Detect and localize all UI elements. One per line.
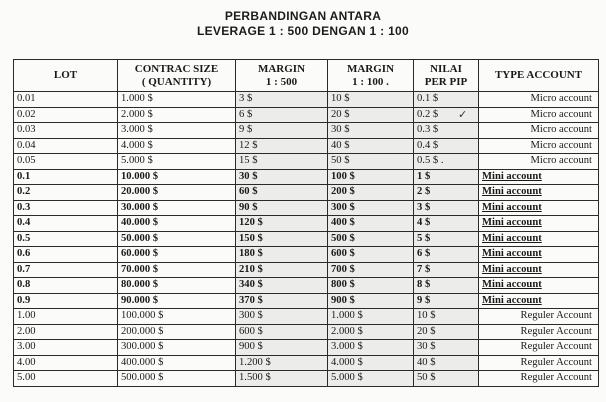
table-row xyxy=(14,293,599,309)
cell-account-type: Reguler Account xyxy=(479,340,599,356)
cell-account-type: Mini account xyxy=(479,231,599,247)
cell-contract-size: 90.000 $ xyxy=(118,293,236,309)
table-row xyxy=(14,107,599,123)
table-row xyxy=(14,200,599,216)
cell-lot: 5.00 xyxy=(14,371,118,387)
cell-margin-100: 5.000 $ xyxy=(328,371,414,387)
cell-account-type: Reguler Account xyxy=(479,371,599,387)
cell-pip-value: 9 $ xyxy=(414,293,479,309)
table-row xyxy=(14,371,599,387)
cell-lot: 0.1 xyxy=(14,169,118,185)
cell-contract-size: 50.000 $ xyxy=(118,231,236,247)
cell-contract-size: 500.000 $ xyxy=(118,371,236,387)
cell-pip-value: 3 $ xyxy=(414,200,479,216)
cell-contract-size: 5.000 $ xyxy=(118,154,236,170)
cell-pip-value: 20 $ xyxy=(414,324,479,340)
cell-lot: 0.2 xyxy=(14,185,118,201)
cell-lot: 0.01 xyxy=(14,92,118,108)
cell-pip-value: 50 $ xyxy=(414,371,479,387)
table-row xyxy=(14,355,599,371)
table-row xyxy=(14,123,599,139)
cell-pip-value: 2 $ xyxy=(414,185,479,201)
cell-pip-value: 6 $ xyxy=(414,247,479,263)
cell-account-type: Mini account xyxy=(479,216,599,232)
cell-account-type: Micro account xyxy=(479,123,599,139)
cell-contract-size: 4.000 $ xyxy=(118,138,236,154)
table-row xyxy=(14,216,599,232)
cell-margin-100: 30 $ xyxy=(328,123,414,139)
cell-contract-size: 200.000 $ xyxy=(118,324,236,340)
table-row xyxy=(14,247,599,263)
cell-lot: 2.00 xyxy=(14,324,118,340)
cell-account-type: Micro account xyxy=(479,107,599,123)
cell-account-type: Micro account xyxy=(479,138,599,154)
cell-margin-100: 500 $ xyxy=(328,231,414,247)
header-margin-500: MARGIN 1 : 500 xyxy=(236,60,328,92)
cell-margin-500: 9 $ xyxy=(236,123,328,139)
cell-contract-size: 10.000 $ xyxy=(118,169,236,185)
cell-margin-500: 12 $ xyxy=(236,138,328,154)
table-row xyxy=(14,154,599,170)
cell-account-type: Reguler Account xyxy=(479,355,599,371)
cell-account-type: Mini account xyxy=(479,293,599,309)
cell-account-type: Mini account xyxy=(479,247,599,263)
cell-account-type: Mini account xyxy=(479,200,599,216)
header-pip-value: NILAI PER PIP xyxy=(414,60,479,92)
table-row xyxy=(14,231,599,247)
cell-contract-size: 30.000 $ xyxy=(118,200,236,216)
cell-margin-100: 200 $ xyxy=(328,185,414,201)
cell-account-type: Reguler Account xyxy=(479,324,599,340)
cell-margin-500: 15 $ xyxy=(236,154,328,170)
cell-account-type: Mini account xyxy=(479,185,599,201)
cell-margin-500: 300 $ xyxy=(236,309,328,325)
cell-margin-500: 90 $ xyxy=(236,200,328,216)
cell-pip-value: 8 $ xyxy=(414,278,479,294)
cell-pip-value: 0.5 $ . xyxy=(414,154,479,170)
cell-contract-size: 70.000 $ xyxy=(118,262,236,278)
cell-pip-value: 10 $ xyxy=(414,309,479,325)
cell-pip-value: 1 $ xyxy=(414,169,479,185)
cell-margin-500: 60 $ xyxy=(236,185,328,201)
cell-lot: 0.3 xyxy=(14,200,118,216)
cell-margin-100: 10 $ xyxy=(328,92,414,108)
cell-pip-value: 5 $ xyxy=(414,231,479,247)
table-row xyxy=(14,324,599,340)
cell-margin-500: 3 $ xyxy=(236,92,328,108)
table-header-row xyxy=(14,60,599,92)
cell-contract-size: 20.000 $ xyxy=(118,185,236,201)
cell-lot: 4.00 xyxy=(14,355,118,371)
cell-pip-value: 4 $ xyxy=(414,216,479,232)
cell-margin-100: 600 $ xyxy=(328,247,414,263)
cell-lot: 0.04 xyxy=(14,138,118,154)
table-row xyxy=(14,278,599,294)
cell-pip-value: 0.4 $ xyxy=(414,138,479,154)
cell-contract-size: 400.000 $ xyxy=(118,355,236,371)
cell-account-type: Mini account xyxy=(479,169,599,185)
cell-margin-100: 100 $ xyxy=(328,169,414,185)
header-margin-100: MARGIN 1 : 100 . xyxy=(328,60,414,92)
header-contract-size: CONTRAC SIZE ( QUANTITY) xyxy=(118,60,236,92)
cell-margin-100: 1.000 $ xyxy=(328,309,414,325)
table-body xyxy=(14,92,599,387)
check-mark-icon: ✓ xyxy=(458,108,468,121)
table-row xyxy=(14,138,599,154)
page-subtitle: LEVERAGE 1 : 500 DENGAN 1 : 100 xyxy=(196,24,410,38)
cell-margin-500: 370 $ xyxy=(236,293,328,309)
cell-contract-size: 60.000 $ xyxy=(118,247,236,263)
cell-contract-size: 100.000 $ xyxy=(118,309,236,325)
cell-margin-100: 3.000 $ xyxy=(328,340,414,356)
cell-lot: 0.03 xyxy=(14,123,118,139)
cell-margin-100: 2.000 $ xyxy=(328,324,414,340)
cell-margin-100: 4.000 $ xyxy=(328,355,414,371)
cell-contract-size: 1.000 $ xyxy=(118,92,236,108)
cell-margin-500: 120 $ xyxy=(236,216,328,232)
cell-margin-100: 800 $ xyxy=(328,278,414,294)
header-lot: LOT xyxy=(14,60,118,92)
cell-account-type: Micro account xyxy=(479,154,599,170)
comparison-table xyxy=(13,59,599,387)
cell-margin-500: 1.200 $ xyxy=(236,355,328,371)
cell-margin-500: 600 $ xyxy=(236,324,328,340)
cell-lot: 0.8 xyxy=(14,278,118,294)
cell-margin-100: 300 $ xyxy=(328,200,414,216)
cell-account-type: Mini account xyxy=(479,262,599,278)
cell-margin-500: 340 $ xyxy=(236,278,328,294)
cell-account-type: Mini account xyxy=(479,278,599,294)
cell-contract-size: 80.000 $ xyxy=(118,278,236,294)
cell-margin-100: 40 $ xyxy=(328,138,414,154)
cell-pip-value: 30 $ xyxy=(414,340,479,356)
cell-contract-size: 40.000 $ xyxy=(118,216,236,232)
header-account-type: TYPE ACCOUNT xyxy=(479,60,599,92)
table-row xyxy=(14,92,599,108)
table-row xyxy=(14,169,599,185)
cell-margin-500: 30 $ xyxy=(236,169,328,185)
cell-margin-500: 6 $ xyxy=(236,107,328,123)
cell-pip-value: 0.3 $ xyxy=(414,123,479,139)
cell-margin-500: 210 $ xyxy=(236,262,328,278)
cell-margin-100: 700 $ xyxy=(328,262,414,278)
cell-lot: 0.5 xyxy=(14,231,118,247)
cell-lot: 0.9 xyxy=(14,293,118,309)
cell-account-type: Micro account xyxy=(479,92,599,108)
cell-contract-size: 3.000 $ xyxy=(118,123,236,139)
cell-pip-value: 7 $ xyxy=(414,262,479,278)
cell-pip-value: 40 $ xyxy=(414,355,479,371)
table-row xyxy=(14,185,599,201)
cell-margin-100: 20 $ xyxy=(328,107,414,123)
cell-pip-value: 0.1 $ xyxy=(414,92,479,108)
cell-lot: 0.02 xyxy=(14,107,118,123)
table-row xyxy=(14,262,599,278)
cell-margin-500: 150 $ xyxy=(236,231,328,247)
cell-lot: 0.6 xyxy=(14,247,118,263)
cell-lot: 0.7 xyxy=(14,262,118,278)
cell-lot: 3.00 xyxy=(14,340,118,356)
cell-account-type: Reguler Account xyxy=(479,309,599,325)
table-row xyxy=(14,309,599,325)
cell-margin-100: 900 $ xyxy=(328,293,414,309)
page-title: PERBANDINGAN ANTARA xyxy=(224,9,382,23)
cell-lot: 0.05 xyxy=(14,154,118,170)
cell-pip-value: 0.2 $ xyxy=(414,107,479,123)
cell-margin-100: 400 $ xyxy=(328,216,414,232)
cell-margin-100: 50 $ xyxy=(328,154,414,170)
cell-margin-500: 1.500 $ xyxy=(236,371,328,387)
cell-contract-size: 2.000 $ xyxy=(118,107,236,123)
cell-margin-500: 180 $ xyxy=(236,247,328,263)
table-row xyxy=(14,340,599,356)
cell-margin-500: 900 $ xyxy=(236,340,328,356)
cell-contract-size: 300.000 $ xyxy=(118,340,236,356)
cell-lot: 0.4 xyxy=(14,216,118,232)
cell-lot: 1.00 xyxy=(14,309,118,325)
